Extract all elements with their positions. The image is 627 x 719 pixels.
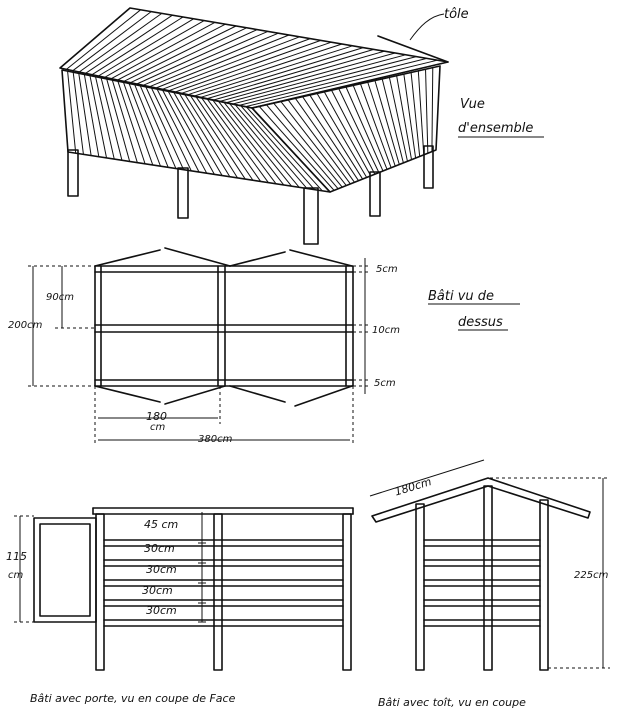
wall-board	[368, 82, 396, 166]
roof-caption: Bâti avec toît, vu en coupe	[378, 696, 526, 709]
wall-board	[418, 71, 423, 155]
dim-gap-30c: 30cm	[142, 584, 173, 597]
wall-board	[235, 105, 307, 189]
frame-outline	[95, 266, 353, 386]
frame-top-title-2: dessus	[458, 315, 503, 330]
rafter	[95, 386, 160, 402]
post	[416, 504, 424, 670]
rafter	[295, 386, 352, 406]
wall-board	[375, 81, 399, 165]
dim-115-unit: cm	[8, 570, 24, 581]
leg	[370, 172, 380, 216]
side-section	[370, 460, 610, 709]
front-section	[6, 508, 353, 705]
roof-rib	[66, 10, 140, 70]
rafter	[230, 386, 285, 402]
wall-board	[324, 92, 370, 176]
dim-5cm-top: 5cm	[376, 264, 398, 275]
wall-board	[288, 100, 350, 184]
wall-board	[157, 89, 199, 172]
roof-rib	[60, 8, 130, 68]
wall-board	[123, 82, 152, 165]
post	[484, 486, 492, 670]
roof-rib	[98, 19, 193, 76]
roof-material-label: tôle	[444, 7, 469, 22]
roof-rib	[246, 60, 438, 106]
roof-ridge-edge	[378, 36, 448, 62]
wall-board	[168, 91, 214, 174]
roof-leader-line	[410, 14, 444, 40]
dim-180-unit: cm	[150, 422, 166, 433]
rafter	[165, 386, 225, 404]
wall-board	[118, 81, 145, 164]
dim-gap-30b: 30cm	[146, 563, 177, 576]
overall-view-title-2: d'ensemble	[458, 121, 534, 136]
wall-board	[84, 74, 98, 156]
wall-board	[191, 96, 246, 179]
rafter	[290, 250, 352, 266]
wall-board	[259, 106, 334, 190]
wall-board	[411, 72, 420, 156]
post	[540, 500, 548, 670]
dim-gap-30a: 30cm	[144, 542, 175, 555]
post	[96, 514, 104, 670]
wall-rails	[104, 540, 343, 626]
door-inner	[40, 524, 90, 616]
dim-roof-180cm: 180cm	[393, 475, 434, 499]
roof-rib	[175, 40, 321, 92]
roof-rib	[188, 44, 342, 95]
dim-10cm: 10cm	[372, 325, 400, 336]
dim-380cm: 380cm	[198, 434, 233, 445]
leg	[68, 150, 78, 196]
wall-board	[432, 68, 433, 152]
rafter	[165, 248, 230, 266]
roof-rib	[182, 42, 332, 93]
roof-corrugation	[60, 8, 448, 108]
leg	[178, 168, 188, 218]
wall-board	[426, 69, 428, 153]
dim-200cm: 200cm	[8, 320, 43, 331]
post	[214, 514, 222, 670]
frame-top-title: Bâti vu de	[428, 289, 495, 304]
overall-view-title: Vue	[460, 97, 485, 112]
dim-gap-45: 45 cm	[144, 518, 179, 531]
door	[34, 518, 96, 622]
dim-115: 115	[6, 550, 27, 563]
post	[343, 514, 351, 670]
leg	[304, 188, 318, 244]
perspective-view	[60, 7, 544, 244]
dim-gap-30d: 30cm	[146, 604, 177, 617]
frame-top-view	[8, 248, 520, 446]
rafter	[230, 252, 285, 266]
front-caption: Bâti avec porte, vu en coupe de Face	[30, 692, 236, 705]
dim-180: 180	[146, 410, 167, 423]
dim-90cm: 90cm	[46, 292, 74, 303]
wall-rails	[424, 540, 540, 626]
wall-board	[112, 80, 137, 163]
wall-board	[79, 73, 91, 155]
rafter	[95, 250, 160, 266]
wall-board	[404, 74, 416, 158]
wall-board	[230, 104, 300, 188]
wall-board	[207, 99, 268, 183]
dim-225cm: 225cm	[574, 570, 609, 581]
roof-rib	[86, 15, 173, 73]
dim-5cm-bottom: 5cm	[374, 378, 396, 389]
roof-rib	[130, 28, 246, 83]
